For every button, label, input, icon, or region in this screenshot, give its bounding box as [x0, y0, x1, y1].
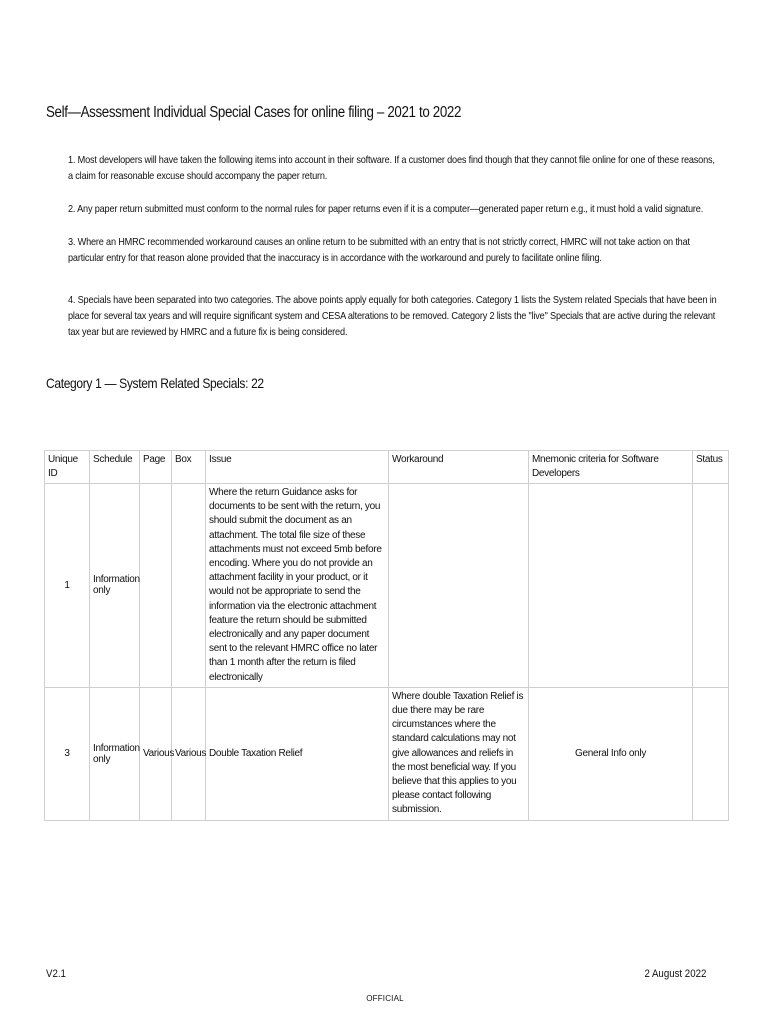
intro-paragraph-4: 4. Specials have been separated into two categories. The above points apply equally for both categories. Category 1 lists the System related Specials that have been in place for several tax years and will require significant system and CESA alterations to be removed. Category 2 lists the "live" Specials that are active during the relevant tax year but are reviewed by HMRC and a future fix is being considered. [68, 295, 717, 338]
header-issue: Issue [206, 451, 389, 484]
table-row [45, 484, 729, 688]
cell-unique-id: 1 [45, 484, 90, 688]
cell-workaround [389, 484, 529, 688]
cell-schedule: Information only [90, 484, 140, 688]
header-schedule: Schedule [90, 451, 140, 484]
header-mnemonic: Mnemonic criteria for Software Developers [529, 451, 693, 484]
intro-paragraph-3: 3. Where an HMRC recommended workaround causes an online return to be submitted with an entry that is not strictly correct, HMRC will not take action on that particular entry for that reason alone provided that the inaccuracy is in accordance with the workaround and purely to facilitate online filing. [68, 237, 690, 264]
intro-paragraph-2: 2. Any paper return submitted must conform to the normal rules for paper returns even if it is a computer—generated paper return e.g., it must hold a valid signature. [68, 204, 704, 215]
cell-box: Various [172, 687, 206, 820]
cell-workaround: Where double Taxation Relief is due there may be rare circumstances where the standard calculations may not give allowances and reliefs in the most beneficial way. If you believe that this applies to you please contact following submission. [389, 687, 529, 820]
table-row [45, 687, 729, 820]
cell-status [693, 484, 729, 688]
footer-classification: OFFICIAL [366, 994, 404, 1003]
cell-box [172, 484, 206, 688]
cell-mnemonic [529, 484, 693, 688]
cell-issue: Double Taxation Relief [206, 687, 389, 820]
page-title: Self—Assessment Individual Special Cases for online filing – 2021 to 2022 [46, 104, 462, 121]
specials-table [44, 450, 729, 821]
cell-schedule: Information only [90, 687, 140, 820]
table-header-row [45, 451, 729, 484]
cell-unique-id: 3 [45, 687, 90, 820]
header-box: Box [172, 451, 206, 484]
intro-paragraph-1: 1. Most developers will have taken the following items into account in their software. If a customer does find though that they cannot file online for one of these reasons, a claim for reasonable excuse should accompany the paper return. [68, 155, 715, 182]
header-status: Status [693, 451, 729, 484]
header-page: Page [140, 451, 172, 484]
footer-version: V2.1 [46, 968, 66, 980]
cell-page [140, 484, 172, 688]
footer-date: 2 August 2022 [644, 968, 706, 980]
cell-status [693, 687, 729, 820]
cell-issue: Where the return Guidance asks for documents to be sent with the return, you should submit the document as an attachment. The total file size of these attachments must not exceed 5mb before encoding. Where you do not provide an attachment facility in your product, or it would not be appropriate to send the information via the electronic attachment feature the return should be submitted electronically and any paper document sent to the relevant HMRC office no later than 1 month after the return is filed electronically [206, 484, 389, 688]
header-workaround: Workaround [389, 451, 529, 484]
header-unique-id: Unique ID [45, 451, 90, 484]
category-heading: Category 1 — System Related Specials: 22 [46, 375, 264, 391]
cell-page: Various [140, 687, 172, 820]
cell-mnemonic: General Info only [529, 687, 693, 820]
